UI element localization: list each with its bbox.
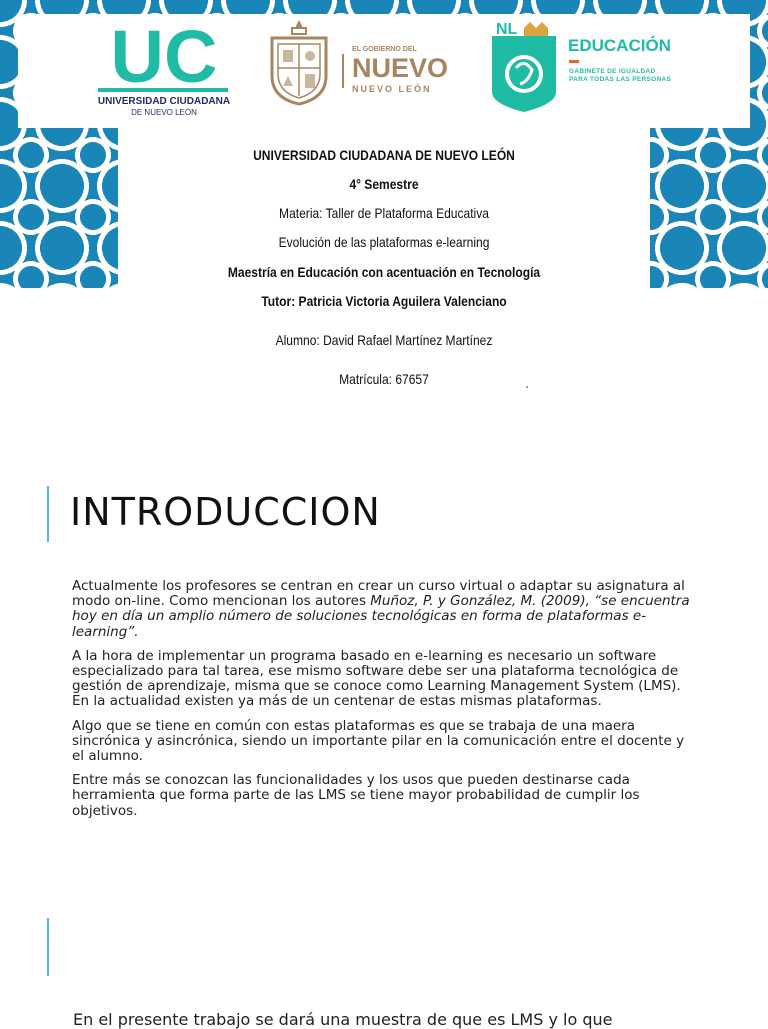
program: Maestría en Educación con acentuación en Tecnología [227,264,541,280]
topic: Evolución de las plataformas e-learning [278,234,490,250]
gobierno-nuevo-leon-logo [266,18,466,108]
nl-badge-text: NL [496,21,518,38]
stray-dot [526,386,528,388]
intro-body [72,579,692,828]
next-section-text: En el presente trabajo se dará una muestra de que es LMS y lo que [73,1010,613,1029]
educacion-sub2: PARA TODAS LAS PERSONAS [569,76,672,83]
intro-paragraph-4: Entre más se conozcan las funcionalidades y los usos que pueden destinarse cada herramienta que forma parte de las LMS se tiene mayor probabilidad de cumplir los objetivos. [72,772,640,819]
coat-of-arms-icon [266,18,332,106]
section-accent-bar [47,486,49,542]
educacion-dash [569,60,579,63]
intro-paragraph-2: A la hora de implementar un programa basado en e-learning es necesario un software especializado para tal tarea, ese mismo software debe ser una plataforma tecnológica de gestión de aprendizaje, misma que se conoce como Learning Management System (LMS). En la actualidad existen ya más de un centenar de estas mismas plataformas. [72,647,681,710]
student-id: Matrícula: 67657 [339,371,429,387]
section-heading: INTRODUCCION [70,490,381,534]
intro-paragraph-3: Algo que se tiene en común con estas plataformas es que se trabaja de una maera sincrónica y asincrónica, siendo un importante pilar en la comunicación entre el docente y el alumno. [72,717,685,765]
uc-logo [96,24,232,124]
uc-logo-line2: DE NUEVO LEÓN [131,108,197,117]
educacion-logo [490,18,700,114]
intro-p1-citation: Muñoz, P. y González, M. (2009), “se encuentra hoy en día un amplio número de soluciones tecnológicas en forma de plataformas e-learning”. [72,593,690,640]
gobierno-big-text: NUEVO [352,53,449,83]
intro-p1-text: Actualmente los profesores se centran en crear un curso virtual o adaptar su asignatura al modo on-line. Como mencionan los autores [72,578,685,610]
uc-logo-rule [98,88,228,92]
student-name: Alumno: David Rafael Martínez Martínez [275,332,493,348]
gobierno-sub-text: NUEVO LEÓN [352,84,432,94]
educacion-sub1: GABINETE DE IGUALDAD [569,68,656,75]
uc-mark-text: UC [110,24,218,86]
logo-separator [342,54,344,88]
section-accent-bar-2 [47,918,49,976]
subject: Materia: Taller de Plataforma Educativa [279,205,489,221]
educacion-title: EDUCACIÓN [568,36,671,55]
semester: 4° Semestre [349,176,419,192]
nl-badge-icon [490,18,558,114]
intro-paragraph-1 [72,579,692,640]
gobierno-small-text: EL GOBIERNO DEL [352,46,417,53]
tutor: Tutor: Patricia Victoria Aguilera Valenciano [261,293,507,309]
uc-logo-line1: UNIVERSIDAD CIUDADANA [97,96,231,107]
uc-logo-mark [98,24,230,86]
university-name: UNIVERSIDAD CIUDADANA DE NUEVO LEÓN [253,147,515,163]
